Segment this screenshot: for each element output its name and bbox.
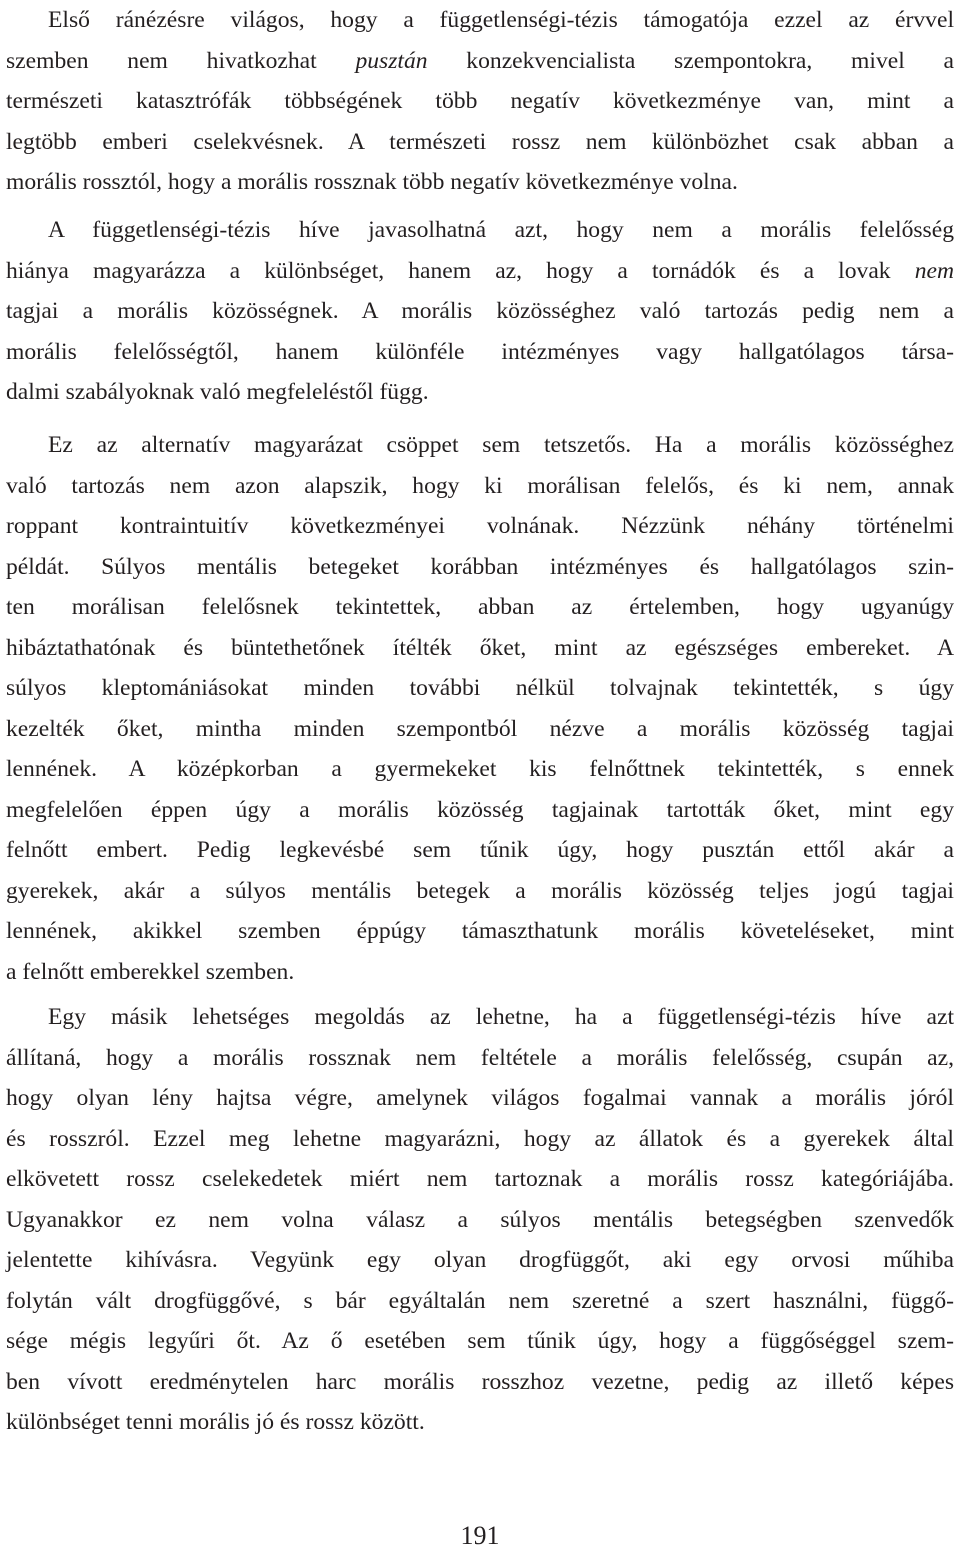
text-line: Ugyanakkor ez nem volna válasz a súlyos mentális betegségben szenvedők [6,1206,954,1233]
text-line: felnőtt embert. Pedig legkevésbé sem tűnik úgy, hogy pusztán ettől akár a [6,837,954,863]
text-line: morális rossztól, hogy a morális rossznak több negatív következménye volna. [6,169,738,195]
text-line: legtöbb emberi cselekvésnek. A természeti rossz nem különbözhet csak abban a [6,128,954,155]
text-line: példát. Súlyos mentális betegeket korábban intézményes és hallgatólagos szin- [6,553,954,580]
text-line: A függetlenségi-tézis híve javasolhatná azt, hogy nem a morális felelősség [48,217,954,243]
text-line: ten morálisan felelősnek tekintettek, abban az értelemben, hogy ugyanúgy [6,594,954,620]
text-line: hiánya magyarázza a különbséget, hanem az, hogy a tornádók és a lovak nem [6,257,954,284]
paragraph-3 [6,425,954,992]
text-line: jelentette kihívásra. Vegyünk egy olyan drogfüggőt, aki egy orvosi műhiba [6,1247,954,1273]
text-line: megfelelően éppen úgy a morális közösség tagjainak tartották őket, mint egy [6,796,954,823]
paragraph-1 [6,0,954,203]
text-line: lennének. A középkorban a gyermekeket kis felnőttnek tekintették, s ennek [6,756,954,782]
text-line: hibáztathatónak és büntethetőnek ítélték őket, mint az egészséges embereket. A [6,634,954,661]
text-line: súlyos kleptomániásokat minden további nélkül tolvajnak tekintették, s úgy [6,675,954,701]
text-line: dalmi szabályoknak való megfeleléstől függ. [6,379,429,405]
text-line: Első ránézésre világos, hogy a függetlenségi-tézis támogatója ezzel az érvvel [48,7,954,33]
paragraph-2 [6,210,954,413]
text-line: roppant kontraintuitív következményei volnának. Nézzünk néhány történelmi [6,513,954,539]
text-line: morális felelősségtől, hanem különféle intézményes vagy hallgatólagos társa- [6,338,954,365]
text-line: való tartozás nem azon alapszik, hogy ki morálisan felelős, és ki nem, annak [6,472,954,499]
text-line: Ez az alternatív magyarázat csöppet sem tetszetős. Ha a morális közösséghez [48,432,954,458]
text-line: gyerekek, akár a súlyos mentális betegek a morális közösség teljes jogú tagjai [6,877,954,904]
text-line: sége mégis legyűri őt. Az ő esetében sem tűnik úgy, hogy a függőséggel szem- [6,1328,954,1354]
text-line: ben vívott eredménytelen harc morális rosszhoz vezetne, pedig az illető képes [6,1368,954,1395]
text-line: folytán vált drogfüggővé, s bár egyáltalán nem szeretné a szert használni, függő- [6,1287,954,1314]
text-line: lennének, akikkel szemben éppúgy támaszthatunk morális követeléseket, mint [6,918,954,944]
page-number: 191 [460,1521,500,1550]
text-line: és rosszról. Ezzel meg lehetne magyarázni, hogy az állatok és a gyerekek által [6,1125,954,1152]
text-line: természeti katasztrófák többségének több negatív következménye van, mint a [6,88,954,114]
text-line: állítaná, hogy a morális rossznak nem feltétele a morális felelősség, csupán az, [6,1044,954,1071]
text-line: hogy olyan lény hajtsa végre, amelynek világos fogalmai vannak a morális jóról [6,1085,954,1111]
text-line: kezelték őket, mintha minden szempontból nézve a morális közösség tagjai [6,715,954,742]
text-line: különbséget tenni morális jó és rossz között. [6,1409,425,1435]
text-line: elkövetett rossz cselekedetek miért nem tartoznak a morális rossz kategóriájába. [6,1166,954,1192]
text-line: szemben nem hivatkozhat pusztán konzekvencialista szempontokra, mivel a [6,47,954,74]
paragraph-4 [6,997,954,1443]
text-line: a felnőtt emberekkel szemben. [6,958,295,985]
text-line: tagjai a morális közösségnek. A morális közösséghez való tartozás pedig nem a [6,298,954,324]
text-line: Egy másik lehetséges megoldás az lehetne, ha a függetlenségi-tézis híve azt [48,1004,954,1030]
